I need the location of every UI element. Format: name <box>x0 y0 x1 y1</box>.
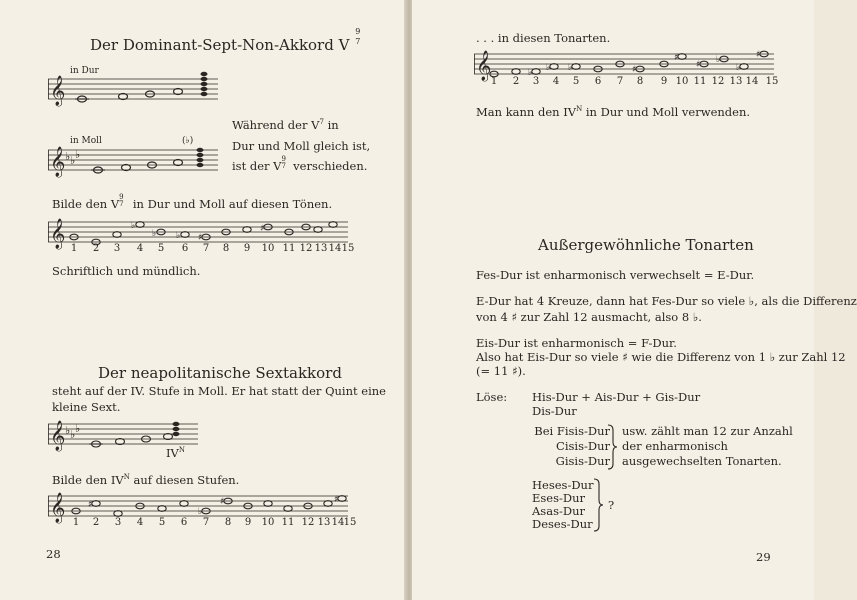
group1-fisis: Bei Fisis-Dur <box>534 424 610 438</box>
page-number-right: 29 <box>756 550 771 564</box>
side-text-line-2: Dur und Moll gleich ist, <box>232 139 371 153</box>
group2-deses: Deses-Dur <box>532 517 593 531</box>
num-5: 5 <box>572 76 580 87</box>
label-in-moll: in Moll <box>70 136 102 146</box>
svg-text:♭: ♭ <box>70 154 76 167</box>
sup-seven: 7 <box>355 37 361 46</box>
svg-text:♯: ♯ <box>756 50 761 60</box>
group1-note-2: der enharmonisch <box>622 439 728 453</box>
num-9: 9 <box>244 517 252 528</box>
svg-text:♭: ♭ <box>176 231 181 241</box>
text1-a: Man kann den IV <box>476 105 577 119</box>
side-text-line-3 <box>232 155 368 173</box>
svg-text:♭: ♭ <box>716 55 721 65</box>
num-13: 13 <box>314 243 328 254</box>
side-text-line-1 <box>232 118 339 132</box>
num-2: 2 <box>512 76 520 87</box>
heading-text: Der Dominant-Sept-Non-Akkord V <box>90 36 350 54</box>
side-sub-2: 7 <box>281 162 286 170</box>
num-14: 14 <box>331 517 345 528</box>
svg-text:♭: ♭ <box>70 428 76 441</box>
num-8: 8 <box>224 517 232 528</box>
intro-text: . . . in diesen Tonarten. <box>476 31 611 45</box>
task2-sup: N <box>123 473 130 482</box>
svg-text:♯: ♯ <box>198 233 203 243</box>
num-14: 14 <box>745 76 759 87</box>
num-10: 10 <box>261 517 275 528</box>
group1-cisis: Cisis-Dur <box>556 439 610 453</box>
svg-text:♯: ♯ <box>220 497 225 507</box>
side-text-3a: ist der V <box>232 159 282 173</box>
task2-a: Bilde den IV <box>52 473 124 487</box>
heading-aussergewoehnliche: Außergewöhnliche Tonarten <box>538 236 754 254</box>
side-word-in: in <box>327 118 339 132</box>
neapolitan-text-1: steht auf der IV. Stufe in Moll. Er hat statt der Quint eine <box>52 384 386 398</box>
neapolitan-text-2: kleine Sext. <box>52 400 121 414</box>
group2-heses: Heses-Dur <box>532 478 594 492</box>
side-sup-2: 9 <box>281 155 286 163</box>
num-7: 7 <box>202 243 210 254</box>
svg-text:♭: ♭ <box>528 68 533 78</box>
group2-question: ? <box>608 498 615 512</box>
right-page <box>412 0 857 600</box>
num-3: 3 <box>532 76 540 87</box>
svg-text:♯: ♯ <box>88 500 93 510</box>
num-2: 2 <box>92 517 100 528</box>
num-7: 7 <box>202 517 210 528</box>
num-3: 3 <box>113 243 121 254</box>
task1-a: Bilde den V <box>52 197 120 211</box>
num-12: 12 <box>299 243 313 254</box>
svg-text:♭: ♭ <box>198 507 203 517</box>
num-7: 7 <box>616 76 624 87</box>
svg-text:♭: ♭ <box>75 148 81 161</box>
paragraph-e-dur-2: von 4 ♯ zur Zahl 12 ausmacht, also 8 ♭. <box>476 310 702 324</box>
task-2 <box>52 473 239 487</box>
svg-text:♭: ♭ <box>65 424 71 437</box>
text-iv-n <box>476 105 750 119</box>
num-11: 11 <box>281 517 295 528</box>
staff-dur <box>48 75 218 115</box>
svg-text:𝄞: 𝄞 <box>50 421 66 451</box>
paragraph-e-dur-1: E-Dur hat 4 Kreuze, dann hat Fes-Dur so viele ♭, als die Differenz <box>476 294 857 308</box>
num-13: 13 <box>317 517 331 528</box>
num-1: 1 <box>70 243 78 254</box>
task1-b: in Dur und Moll auf diesen Tönen. <box>132 197 333 211</box>
num-8: 8 <box>636 76 644 87</box>
num-11: 11 <box>693 76 707 87</box>
svg-text:♭: ♭ <box>736 63 741 73</box>
task-1 <box>52 193 333 211</box>
svg-text:𝄞: 𝄞 <box>50 219 66 249</box>
num-11: 11 <box>282 243 296 254</box>
note-schriftlich: Schriftlich und mündlich. <box>52 264 201 278</box>
task1-sup: 9 <box>119 193 124 201</box>
num-6: 6 <box>180 517 188 528</box>
svg-text:♭: ♭ <box>75 422 81 435</box>
num-10: 10 <box>261 243 275 254</box>
num-6: 6 <box>181 243 189 254</box>
num-4: 4 <box>136 517 144 528</box>
brace-group-2 <box>592 478 604 532</box>
num-15: 15 <box>341 243 355 254</box>
left-page <box>0 0 407 600</box>
num-3: 3 <box>114 517 122 528</box>
svg-text:♭: ♭ <box>65 150 71 163</box>
svg-text:♯: ♯ <box>696 60 701 70</box>
group1-note-3: ausgewechselten Tonarten. <box>622 454 782 468</box>
num-9: 9 <box>243 243 251 254</box>
num-4: 4 <box>136 243 144 254</box>
label-in-dur: in Dur <box>70 66 99 76</box>
num-1: 1 <box>490 76 498 87</box>
num-12: 12 <box>711 76 725 87</box>
svg-text:♭: ♭ <box>568 63 573 73</box>
group2-asas: Asas-Dur <box>532 504 585 518</box>
staff-keys <box>474 48 774 81</box>
loese-label: Löse: <box>476 390 508 404</box>
num-9: 9 <box>660 76 668 87</box>
side-text-1a: Während der V <box>232 118 320 132</box>
num-15: 15 <box>765 76 779 87</box>
svg-text:♯: ♯ <box>674 53 679 63</box>
svg-text:♭: ♭ <box>131 221 136 231</box>
staff-moll <box>48 146 218 186</box>
chord-label-iv: IV <box>166 446 179 460</box>
svg-text:♭: ♭ <box>546 63 551 73</box>
svg-text:𝄞: 𝄞 <box>50 493 66 523</box>
num-12: 12 <box>301 517 315 528</box>
paragraph-eis-dur-2: Also hat Eis-Dur so viele ♯ wie die Differenz von 1 ♭ zur Zahl 12 <box>476 350 846 364</box>
paragraph-eis-dur-3: (= 11 ♯). <box>476 364 526 378</box>
heading-dominant-sept-non <box>90 27 362 54</box>
task1-sub: 7 <box>119 200 124 208</box>
text1-b: in Dur und Moll verwenden. <box>585 105 751 119</box>
num-10: 10 <box>675 76 689 87</box>
num-5: 5 <box>158 517 166 528</box>
brace-group-1 <box>606 424 618 470</box>
sup-nine: 9 <box>355 27 361 36</box>
group1-note-1: usw. zählt man 12 zur Anzahl <box>622 424 793 438</box>
paragraph-eis-dur-1: Eis-Dur ist enharmonisch = F-Dur. <box>476 336 677 350</box>
num-2: 2 <box>92 243 100 254</box>
num-6: 6 <box>594 76 602 87</box>
num-15: 15 <box>343 517 357 528</box>
num-13: 13 <box>729 76 743 87</box>
svg-text:♭: ♭ <box>152 229 157 239</box>
num-4: 4 <box>552 76 560 87</box>
loese-line-2: Dis-Dur <box>532 404 577 418</box>
task2-b: auf diesen Stufen. <box>133 473 240 487</box>
side-text-3b: verschieden. <box>293 159 368 173</box>
chord-label-sup: N <box>178 446 185 455</box>
svg-text:♯: ♯ <box>334 495 339 505</box>
num-8: 8 <box>222 243 230 254</box>
group2-eses: Eses-Dur <box>532 491 586 505</box>
page-number-left: 28 <box>46 547 61 561</box>
num-14: 14 <box>328 243 342 254</box>
group1-gisis: Gisis-Dur <box>555 454 610 468</box>
svg-text:♯: ♯ <box>260 224 265 234</box>
heading-neapolitan: Der neapolitanische Sextakkord <box>98 364 342 382</box>
chord-label <box>166 446 185 460</box>
loese-line-1: His-Dur + Ais-Dur + Gis-Dur <box>532 390 701 404</box>
num-1: 1 <box>72 517 80 528</box>
num-5: 5 <box>157 243 165 254</box>
text1-sup: N <box>576 105 583 114</box>
svg-text:♯: ♯ <box>632 65 637 75</box>
flat-paren: (♭) <box>182 136 194 146</box>
svg-text:𝄞: 𝄞 <box>50 147 66 177</box>
svg-text:𝄞: 𝄞 <box>476 51 492 81</box>
side-sup-1: 7 <box>319 118 324 127</box>
paragraph-fes-dur: Fes-Dur ist enharmonisch verwechselt = E-Dur. <box>476 268 755 282</box>
svg-text:𝄞: 𝄞 <box>50 76 66 106</box>
